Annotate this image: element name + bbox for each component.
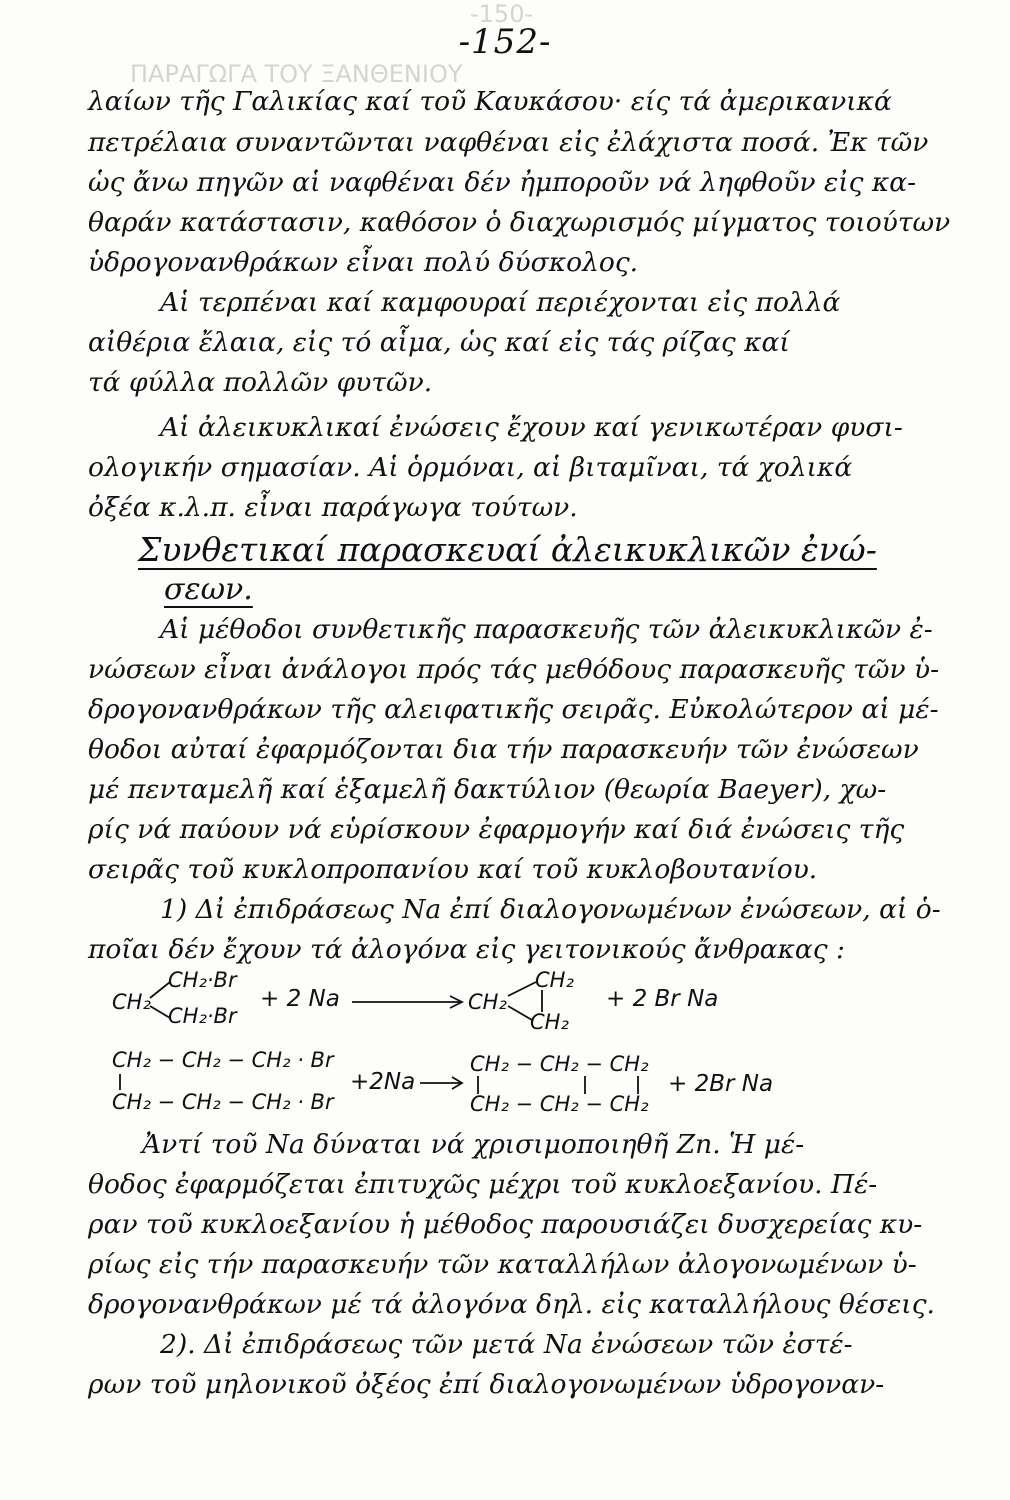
text-line: 1) Δἰ ἐπιδράσεως Na ἐπί διαλογονωμένων ἐνώσεων, αἱ ὁ-	[160, 894, 941, 925]
reaction-arrow-head	[452, 1077, 462, 1089]
text-line: σειρᾶς τοῦ κυκλοπροπανίου καί τοῦ κυκλοβουτανίου.	[88, 854, 818, 885]
reaction2-reactant-top: CH₂ − CH₂ − CH₂ · Br	[112, 1048, 334, 1072]
text-line: Αἱ τερπέναι καί καμφουραί περιέχονται εἰς πολλά	[160, 287, 841, 318]
reaction1-product-bottom: CH₂	[530, 1010, 569, 1034]
text-line: ολογικήν σημασίαν. Αἱ ὁρμόναι, αἱ βιταμῖναι, τά χολικά	[88, 452, 853, 483]
reaction2-reagent: +2Na	[350, 1069, 416, 1095]
text-line: δρογονανθράκων μέ τά ἀλογόνα δηλ. εἰς καταλλήλους θέσεις.	[88, 1289, 935, 1320]
text-line: ὀξέα κ.λ.π. εἶναι παράγωγα τούτων.	[88, 492, 578, 523]
text-line: Αἱ ἀλεικυκλικαί ἐνώσεις ἔχουν καί γενικωτέραν φυσι-	[160, 412, 903, 443]
reaction1-reagent: + 2 Na	[260, 986, 340, 1012]
ghost-page-number: -150-	[470, 0, 534, 28]
page-number: -152-	[458, 22, 552, 62]
reaction1-reactant-ch2: CH₂	[112, 990, 151, 1014]
text-line: νώσεων εἶναι ἀνάλογοι πρός τάς μεθόδους παρασκευῆς τῶν ὑ-	[88, 654, 940, 685]
text-line: θοδοι αὐταί ἐφαρμόζονται δια τήν παρασκευήν τῶν ἐνώσεων	[88, 734, 919, 765]
text-line: ρίως εἰς τήν παρασκευήν τῶν καταλλήλων ἀλογονωμένων ὑ-	[88, 1249, 917, 1280]
text-line: ποῖαι δέν ἔχουν τά ἀλογόνα εἰς γειτονικούς ἄνθρακας :	[88, 934, 845, 965]
reaction1-reactant-top: CH₂·Br	[168, 968, 237, 992]
text-line: Ἀντί τοῦ Na δύναται νά χρισιμοποιηθῆ Zn. Ἡ μέ-	[142, 1129, 805, 1160]
text-line: πετρέλαια συναντῶνται ναφθέναι εἰς ἐλάχιστα ποσά. Ἐκ τῶν	[88, 127, 929, 158]
reaction1-reactant-bottom: CH₂·Br	[168, 1004, 237, 1028]
text-line: ρίς νά παύουν νά εὑρίσκουν ἐφαρμογήν καί διά ἐνώσεις τῆς	[88, 814, 905, 845]
text-line: θαράν κατάστασιν, καθόσον ὁ διαχωρισμός μίγματος τοιούτων	[88, 207, 951, 238]
bond-line	[508, 1006, 532, 1020]
reaction-arrow-head	[450, 996, 462, 1008]
reaction1-product-top: CH₂	[535, 968, 574, 992]
reaction1-byproduct: + 2 Br Na	[606, 986, 719, 1012]
section-heading-continued: σεων.	[164, 572, 253, 607]
section-heading: Συνθετικαί παρασκευαί ἀλεικυκλικῶν ἐνώ-	[138, 530, 877, 569]
text-line: μέ πενταμελῆ καί ἑξαμελῆ δακτύλιον (θεωρία Baeyer), χω-	[88, 774, 887, 805]
text-line: δρογονανθράκων τῆς αλειφατικῆς σειρᾶς. Εὐκολώτερον αἱ μέ-	[88, 694, 939, 725]
reaction2-reactant-bottom: CH₂ − CH₂ − CH₂ · Br	[112, 1090, 334, 1114]
reaction1-product-ch2: CH₂	[468, 990, 507, 1014]
text-line: αἰθέρια ἔλαια, εἰς τό αἷμα, ὡς καί εἰς τάς ρίζας καί	[88, 327, 790, 358]
text-line: θοδος ἐφαρμόζεται ἐπιτυχῶς μέχρι τοῦ κυκλοεξανίου. Πέ-	[88, 1169, 878, 1200]
text-line: ρων τοῦ μηλονικοῦ ὀξέος ἐπί διαλογονωμένων ὑδρογοναν-	[88, 1369, 885, 1400]
bond-line	[508, 982, 536, 996]
reaction2-byproduct: + 2Br Na	[668, 1071, 774, 1097]
text-line: τά φύλλα πολλῶν φυτῶν.	[88, 367, 433, 398]
reaction2-product-top: CH₂ − CH₂ − CH₂	[470, 1052, 649, 1076]
text-line: ὑδρογονανθράκων εἶναι πολύ δύσκολος.	[88, 247, 639, 278]
text-line: ραν τοῦ κυκλοεξανίου ἡ μέθοδος παρουσιάζει δυσχερείας κυ-	[88, 1209, 923, 1240]
text-line: ὡς ἄνω πηγῶν αἱ ναφθέναι δέν ἠμποροῦν νά ληφθοῦν εἰς κα-	[88, 167, 917, 198]
text-line: Αἱ μέθοδοι συνθετικῆς παρασκευῆς τῶν ἀλεικυκλικῶν ἐ-	[160, 614, 933, 645]
ghost-heading: ΠΑΡΑΓΩΓΑ ΤΟΥ ΞΑΝΘΕΝΙΟΥ	[130, 60, 463, 88]
text-line: 2). Δἰ ἐπιδράσεως τῶν μετά Na ἐνώσεων τῶν ἐστέ-	[160, 1329, 853, 1360]
reaction2-product-bottom: CH₂ − CH₂ − CH₂	[470, 1092, 649, 1116]
text-line: λαίων τῆς Γαλικίας καί τοῦ Καυκάσου· είς τά ἀμερικανικά	[88, 86, 892, 117]
bond-line	[150, 1006, 170, 1018]
bond-line	[150, 982, 170, 998]
